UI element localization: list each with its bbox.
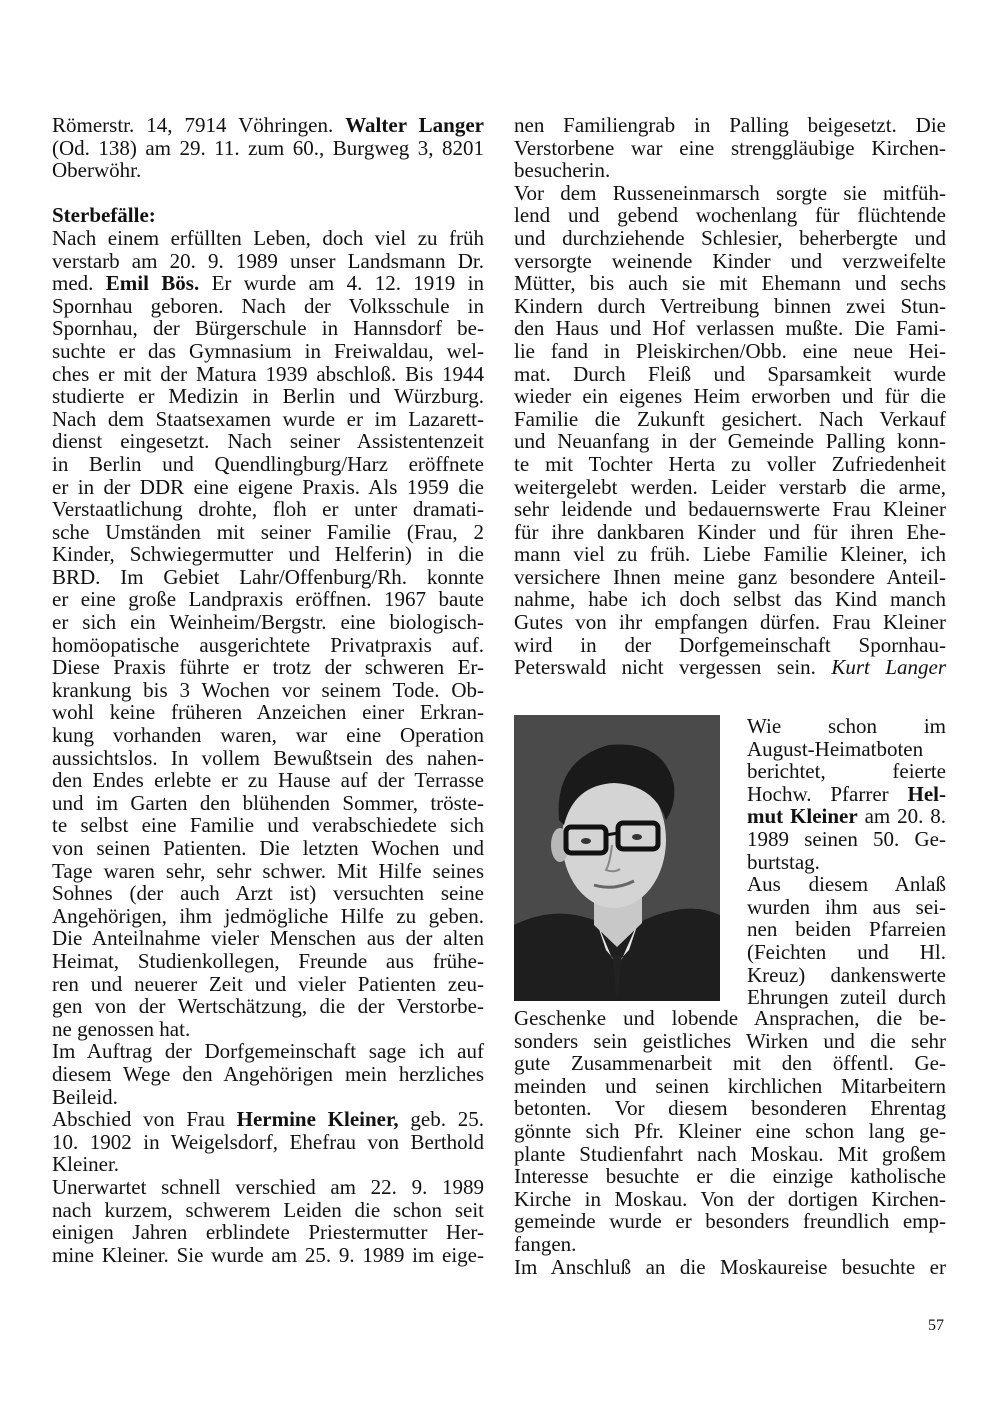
text-line: berichtet, feierte (747, 759, 946, 784)
text-line: krankung bis 3 Wochen vor seinem Tode. Ob- (52, 677, 484, 702)
text-line: Spornhau geboren. Nach der Volksschule in (52, 293, 484, 318)
text-line: Kirche in Moskau. Von der dortigen Kirchen- (514, 1186, 946, 1211)
text-line: burtstag. (747, 849, 820, 874)
text-line: Unerwartet schnell verschied am 22. 9. 1989 (52, 1174, 484, 1199)
death-notice-hermine-kleiner (52, 1176, 484, 1266)
text-line: homöopatische ausgerichtete Privatpraxis auf. (52, 632, 484, 657)
text-line: Geschenke und lobende Ansprachen, die be- (514, 1006, 946, 1030)
text-line: und durchziehende Schlesier, beherbergte und (514, 225, 946, 250)
text-line: Interesse besuchte er die einzige katholische (514, 1164, 946, 1189)
text-line: versorgte weinende Kinder und verzweifelte (514, 248, 946, 273)
birthday-article-continuation (514, 1007, 946, 1256)
text-line: von seinen Patienten. Die letzten Wochen und (52, 836, 484, 860)
text-line: Familie die Zukunft gesichert. Nach Verkauf (514, 406, 946, 431)
portrait-photo-icon (514, 715, 720, 1001)
text-line: für ihre dankbaren Kinder und für ihren Ehe- (514, 519, 946, 544)
text-line: August-Heimatboten (747, 736, 924, 761)
text-line: versichere Ihnen meine ganz besondere Anteil- (514, 564, 946, 589)
text-line: besucherin. (514, 158, 611, 183)
text-line: 10. 1902 in Weigelsdorf, Ehefrau von Berthold (52, 1129, 484, 1154)
text-line: wurden ihm aus sei- (747, 894, 946, 919)
text-line: wieder ein eigenes Heim erworben und für die (514, 384, 946, 409)
text-line: fangen. (514, 1231, 577, 1256)
text-line: wird in der Dorfgemeinschaft Spornhau- (514, 632, 946, 657)
text-line: einigen Jahren erblindete Priestermutter Her- (52, 1220, 484, 1245)
text-line: mann viel zu früh. Liebe Familie Kleiner, ich (514, 542, 946, 567)
text-line: lie fand in Pleiskirchen/Obb. eine neue Hei- (514, 338, 946, 363)
page-number: 57 (928, 1317, 944, 1334)
text-line: er in der DDR eine eigene Praxis. Als 1959 die (52, 474, 484, 499)
text-line: diesem Wege den Angehörigen mein herzliches (52, 1061, 484, 1086)
text-line: Beileid. (52, 1084, 118, 1109)
text-line: Diese Praxis führte er trotz der schweren Er- (52, 655, 484, 680)
text-line: (Od. 138) am 29. 11. zum 60., Burgweg 3, 8201 (52, 135, 484, 160)
photo-caption-text (747, 715, 946, 1009)
text-line: Ehrungen zuteil durch (747, 985, 946, 1010)
text-line: aussichtslos. In vollem Bewußtsein des nahen- (52, 745, 484, 770)
farewell-hermine-kleiner (52, 1108, 484, 1176)
text-line: Kinder, Schwiegermutter und Helferin) in die (52, 542, 484, 567)
text-line: dienst eingesetzt. Nach seiner Assistentenzeit (52, 429, 484, 454)
paragraph-gap (52, 182, 484, 205)
text-line: den Endes erlebte er zu Hause auf der Terrasse (52, 768, 484, 793)
text-line: wohl keine früheren Anzeichen einer Erkran- (52, 700, 484, 725)
text-line: 1989 seinen 50. Ge- (747, 826, 946, 851)
text-line: mine Kleiner. Sie wurde am 25. 9. 1989 im eige- (52, 1242, 484, 1267)
text-line: (Feichten und Hl. (747, 939, 946, 964)
text-line: und Neuanfang in der Gemeinde Palling konn- (514, 429, 946, 454)
text-line: Die Anteilnahme vieler Menschen aus der alten (52, 926, 484, 951)
text-line: kung vorhanden waren, war eine Operation (52, 723, 484, 748)
text-line: mut Kleiner am 20. 8. (747, 804, 947, 829)
text-line: Verstaatlichung drohte, floh er unter dramati- (52, 497, 484, 522)
text-line: verstarb am 20. 9. 1989 unser Landsmann Dr. (52, 248, 484, 273)
text-line: Abschied von Frau Hermine Kleiner, geb. 25. (52, 1107, 485, 1132)
text-line: gönnte sich Pfr. Kleiner eine schon lang ge- (514, 1118, 946, 1143)
text-line: Vor dem Russeneinmarsch sorgte sie mitfüh- (514, 180, 946, 205)
text-line: BRD. Im Gebiet Lahr/Offenburg/Rh. konnte (52, 564, 484, 589)
text-line: studierte er Medizin in Berlin und Würzburg. (52, 384, 484, 409)
text-line: Angehörigen, ihm jedmögliche Hilfe zu geben. (52, 903, 484, 928)
left-column (52, 114, 484, 1266)
obituary-emil-boes (52, 227, 484, 1040)
condolence-paragraph (52, 1040, 484, 1108)
text-line: und im Garten den blühenden Sommer, tröste- (52, 790, 484, 815)
text-line: ren und neuerer Zeit und vieler Patienten zeu- (52, 971, 484, 996)
text-line: Spornhau, der Bürgerschule in Hannsdorf be- (52, 316, 484, 341)
signature-line (514, 656, 946, 679)
birthday-notice-continuation (52, 114, 484, 182)
text-line: Mütter, bis auch sie mit Ehemann und sechs (514, 271, 946, 296)
text-line: ne genossen hat. (52, 1016, 191, 1041)
text-line: Oberwöhr. (52, 158, 142, 183)
text-line: Römerstr. 14, 7914 Vöhringen. Walter Langer (52, 113, 484, 137)
history-paragraph (514, 182, 946, 656)
text-line: Wie schon im (747, 714, 946, 738)
author-signature: Kurt Langer (831, 655, 946, 680)
text-line: Aus diesem Anlaß (747, 872, 946, 897)
text-line: ches er mit der Matura 1939 abschloß. Bis 1944 (52, 361, 484, 386)
text-line: sehr leidende und bedauernswerte Frau Kleiner (514, 497, 946, 522)
burial-paragraph (514, 114, 946, 182)
text-line: meinden und seinen kirchlichen Mitarbeitern (514, 1073, 946, 1098)
text-line: suchte er das Gymnasium in Freiwaldau, wel- (52, 338, 484, 363)
final-line: Im Anschluß an die Moskaureise besuchte er (514, 1254, 946, 1279)
closing-text: Peterswald nicht vergessen sein. (514, 655, 816, 680)
text-line: nahme, habe ich doch selbst das Kind manch (514, 587, 946, 612)
text-line: gemeinde wurde er besonders freundlich emp- (514, 1209, 946, 1234)
text-line: sche Umständen mit seiner Familie (Frau, 2 (52, 519, 484, 544)
text-line: nach kurzem, schwerem Leiden die schon seit (52, 1197, 484, 1222)
text-line: sonders sein geistliches Wirken und die sehr (514, 1028, 946, 1053)
text-line: gute Zusammenarbeit mit den öffentl. Ge- (514, 1051, 946, 1076)
text-line: weitergelebt werden. Leider verstarb die arme, (514, 474, 946, 499)
text-line: den Haus und Hof verlassen mußte. Die Fami- (514, 316, 946, 341)
text-line: Gutes von ihr empfangen dürfen. Frau Kleiner (514, 610, 946, 635)
text-line: Tage waren sehr, sehr schwer. Mit Hilfe seines (52, 858, 484, 883)
text-line: Nach einem erfüllten Leben, doch viel zu früh (52, 225, 484, 250)
text-line: nen beiden Pfarreien (747, 917, 946, 942)
right-column-lower (514, 1007, 946, 1278)
text-line: gen von der Wertschätzung, die der Verstorbe- (52, 994, 484, 1019)
text-line: Im Auftrag der Dorfgemeinschaft sage ich auf (52, 1039, 484, 1064)
text-line: Kindern durch Vertreibung binnen zwei Stun- (514, 293, 946, 318)
text-line: Hochw. Pfarrer Hel- (747, 781, 946, 806)
text-line: mat. Durch Fleiß und Sparsamkeit wurde (514, 361, 946, 386)
text-line: in Berlin und Quendlingburg/Harz eröffnete (52, 451, 484, 476)
text-line: Heimat, Studienkollegen, Freunde aus frühe- (52, 948, 484, 973)
text-line: Nach dem Staatsexamen wurde er im Lazarett- (52, 406, 484, 431)
text-line: te selbst eine Familie und verabschiedete sich (52, 813, 484, 838)
section-heading-deaths: Sterbefälle: (52, 203, 156, 228)
text-line: Verstorbene war eine strenggläubige Kirchen- (514, 135, 946, 160)
text-line: Kleiner. (52, 1152, 120, 1177)
text-line: er eine große Landpraxis eröffnen. 1967 baute (52, 587, 484, 612)
text-line: te mit Tochter Herta zu voller Zufriedenheit (514, 451, 946, 476)
right-column (514, 114, 946, 679)
text-line: lend und gebend wochenlang für flüchtende (514, 203, 946, 228)
text-line: betonten. Vor diesem besonderen Ehrentag (514, 1096, 946, 1121)
text-line: plante Studienfahrt nach Moskau. Mit großem (514, 1141, 946, 1166)
text-line: er sich ein Weinheim/Bergstr. eine biologisch- (52, 610, 484, 635)
text-line: med. Emil Bös. Er wurde am 4. 12. 1919 in (52, 271, 484, 296)
text-line: Kreuz) dankenswerte (747, 962, 946, 987)
text-line: nen Familiengrab in Palling beigesetzt. Die (514, 113, 946, 137)
text-line: Sohnes (der auch Arzt ist) versuchten seine (52, 881, 484, 906)
